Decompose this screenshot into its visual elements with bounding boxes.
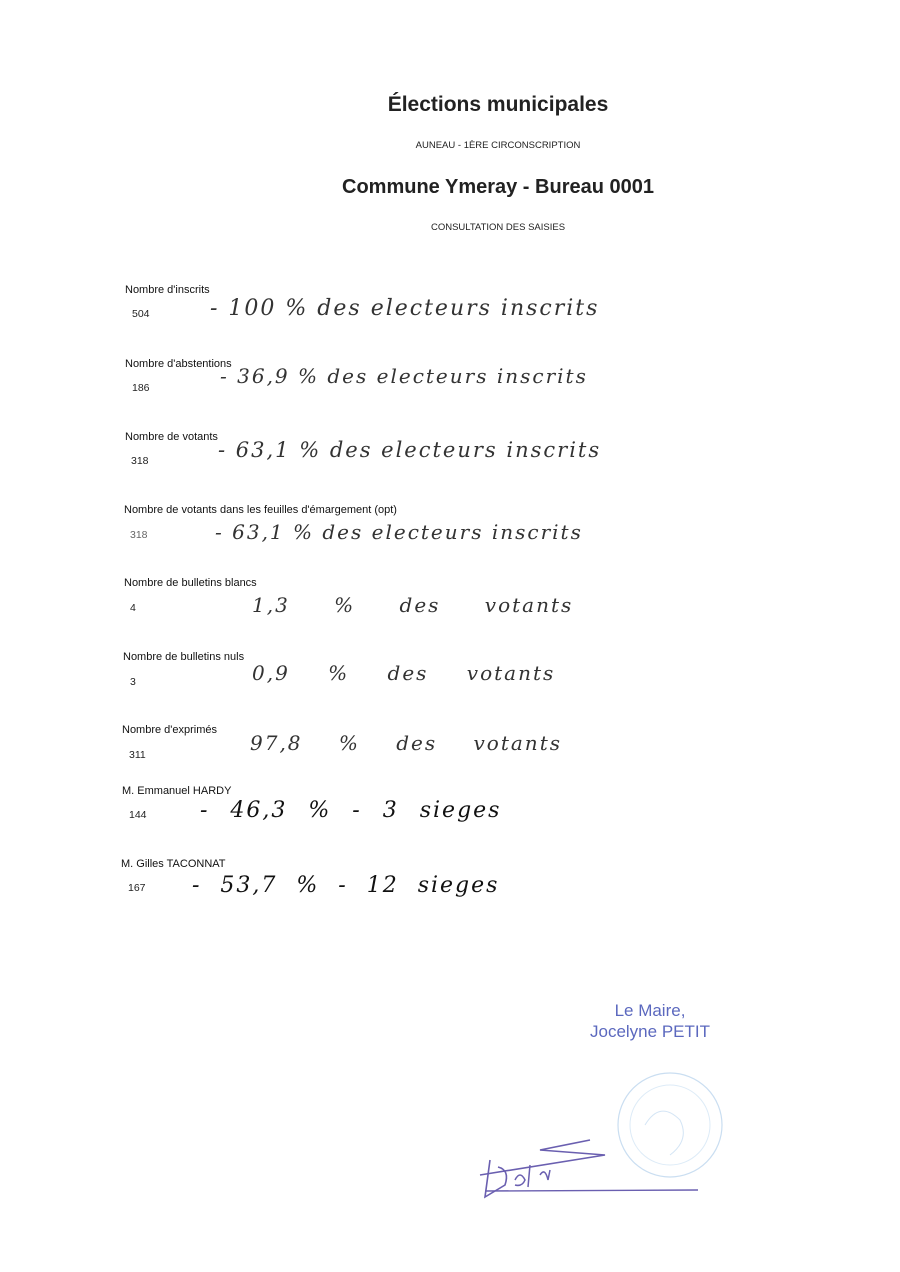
nuls-handwritten-note: 0,9 % des votants xyxy=(252,661,556,685)
nuls-label: Nombre de bulletins nuls xyxy=(123,651,245,663)
nuls-value: 3 xyxy=(130,676,136,688)
exprimes-value: 311 xyxy=(129,749,146,761)
blancs-value: 4 xyxy=(130,602,136,614)
candidate-taconnat-label: M. Gilles TACONNAT xyxy=(121,858,226,870)
inscrits-label: Nombre d'inscrits xyxy=(125,284,210,296)
votants-value: 318 xyxy=(131,455,149,467)
page-title: Élections municipales xyxy=(387,93,609,116)
candidate-taconnat-handwritten-note: - 53,7 % - 12 sieges xyxy=(192,873,500,898)
votants-label: Nombre de votants xyxy=(125,431,218,443)
exprimes-handwritten-note: 97,8 % des votants xyxy=(250,731,562,755)
abstentions-handwritten-note: - 36,9 % des electeurs inscrits xyxy=(220,364,588,388)
mayor-signature xyxy=(470,1125,710,1210)
votants-emargement-handwritten-note: - 63,1 % des electeurs inscrits xyxy=(215,520,583,544)
votants-emargement-label: Nombre de votants dans les feuilles d'émargement (opt) xyxy=(124,504,397,516)
consultation-label: CONSULTATION DES SAISIES xyxy=(430,222,566,233)
blancs-handwritten-note: 1,3 % des votants xyxy=(252,593,574,617)
candidate-hardy-votes: 144 xyxy=(129,809,147,821)
circonscription-subtitle: AUNEAU - 1ÈRE CIRCONSCRIPTION xyxy=(415,140,581,151)
abstentions-value: 186 xyxy=(132,382,150,394)
mayor-stamp-text xyxy=(560,1000,740,1042)
exprimes-label: Nombre d'exprimés xyxy=(122,724,218,736)
inscrits-value: 504 xyxy=(132,308,150,320)
abstentions-label: Nombre d'abstentions xyxy=(125,358,232,370)
candidate-taconnat-votes: 167 xyxy=(128,882,146,894)
votants-handwritten-note: - 63,1 % des electeurs inscrits xyxy=(218,438,602,462)
candidate-hardy-label: M. Emmanuel HARDY xyxy=(122,785,232,797)
mayor-title: Le Maire, xyxy=(614,1001,686,1020)
mayor-name: Jocelyne PETIT xyxy=(590,1022,710,1041)
signature-stroke-top xyxy=(480,1140,605,1175)
candidate-hardy-handwritten-note: - 46,3 % - 3 sieges xyxy=(200,798,502,823)
inscrits-handwritten-note: - 100 % des electeurs inscrits xyxy=(210,296,600,321)
votants-emargement-value: 318 xyxy=(130,529,148,541)
blancs-label: Nombre de bulletins blancs xyxy=(124,577,257,589)
signature-underline xyxy=(485,1190,698,1191)
commune-heading: Commune Ymeray - Bureau 0001 xyxy=(342,176,654,198)
